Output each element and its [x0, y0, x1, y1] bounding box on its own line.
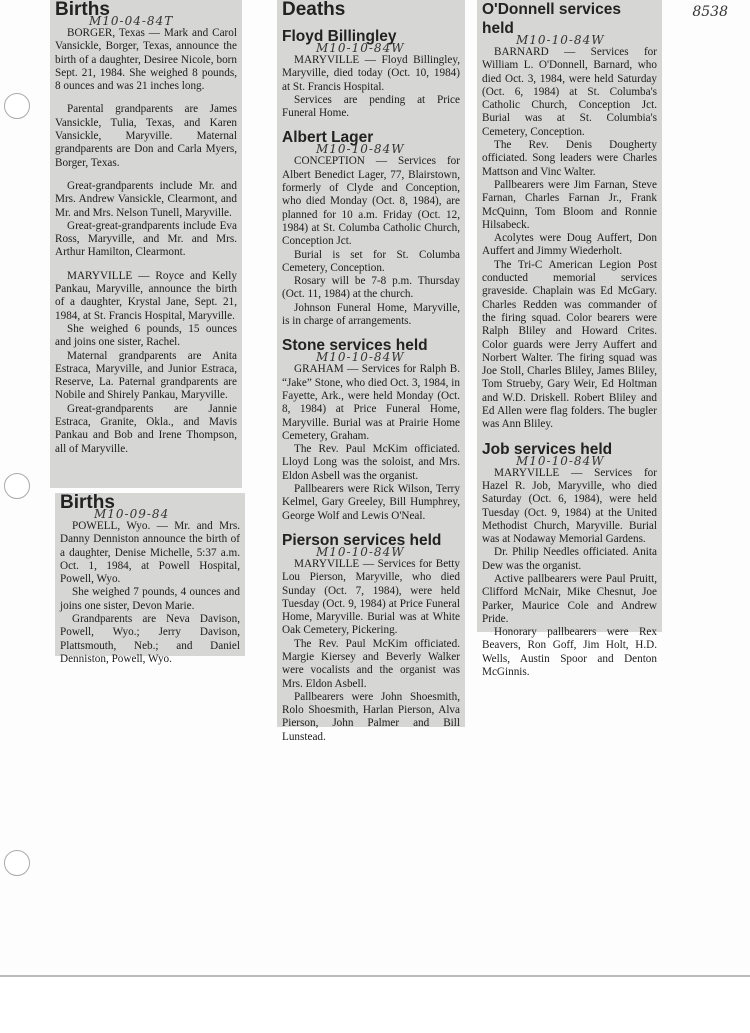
article-heading: Job services held	[482, 440, 613, 458]
article-heading: Pierson services held	[282, 531, 442, 549]
article-paragraph: Great-great-grandparents include Eva Ross, Maryville, and Mr. and Mrs. Arthur Hamilton, Clearmont.	[55, 219, 237, 259]
article-paragraph: GRAHAM — Services for Ralph B. “Jake” Stone, who died Oct. 3, 1984, in Fayette, Ark., were held Monday (Oct. 8, 1984) at Price Funeral Home, Maryville. Burial was at Prairie Home Cemetery, Graham.	[282, 363, 460, 442]
article	[60, 493, 240, 666]
article	[282, 336, 460, 523]
services-clipping	[477, 0, 662, 679]
births-clipping-2	[55, 492, 245, 665]
article-paragraph: Johnson Funeral Home, Maryville, is in charge of arrangements.	[282, 301, 460, 328]
article-paragraph: The Tri-C American Legion Post conducted memorial services graveside. Chaplain was Ed McGary. Charles Redden was commander of the firing squad. Color bearers were Ralph Bliley and Howard Crites. Color guards were Jerry Auffert and Norbert Walter. The firing squad was Joe Stoll, Charles Bliley, James Bliley, Tom Strueby, Gary Weir, Ed Holtman and W.D. Driskell. Robert Bliley and Ed Allen were flag folders. The bugler was Ann Bliley.	[482, 258, 657, 431]
article-paragraph: Burial is set for St. Columba Cemetery, Conception.	[282, 248, 460, 274]
article-paragraph: She weighed 6 pounds, 15 ounces and joins one sister, Rachel.	[55, 322, 237, 349]
handwritten-date-note: M10-10-84W	[316, 544, 405, 559]
handwritten-date-note: M10-10-84W	[316, 142, 405, 157]
article	[482, 0, 657, 432]
handwritten-date-note: M10-10-84W	[316, 350, 405, 365]
article-paragraph: MARYVILLE — Services for Hazel R. Job, Maryville, who died Saturday (Oct. 6, 1984), were held Tuesday (Oct. 9, 1984) at the United Methodist Church, Maryville. Burial was at Nodaway Memorial Gardens.	[482, 466, 657, 546]
article-paragraph: The Rev. Paul McKim officiated. Lloyd Long was the soloist, and Mrs. Eldon Asbell was the organist.	[282, 443, 460, 482]
article-paragraph: MARYVILLE — Services for Betty Lou Pierson, Maryville, who died Sunday (Oct. 7, 1984), were held Tuesday (Oct. 9, 1984) at Price Funeral Home, Maryville. Burial was at White Oak Cemetery, Pickering.	[282, 557, 460, 637]
article-paragraph: Rosary will be 7-8 p.m. Thursday (Oct. 11, 1984) at the church.	[282, 275, 460, 301]
article-paragraph: Pallbearers were Rick Wilson, Terry Kelmel, Gary Greeley, Bill Humphrey, George Wolf and Lewis O'Neal.	[282, 483, 460, 522]
article	[282, 27, 460, 120]
punch-hole	[4, 473, 30, 499]
article-paragraph: Dr. Philip Needles officiated. Anita Dew was the organist.	[482, 546, 657, 572]
article-paragraph: Great-grandparents include Mr. and Mrs. Andrew Vansickle, Clearmont, and Mr. and Mrs. Nelson Tunell, Maryville.	[55, 179, 237, 219]
article-paragraph: MARYVILLE — Floyd Billingley, Maryville, died today (Oct. 10, 1984) at St. Francis Hospital.	[282, 54, 460, 93]
article-heading: Births	[55, 0, 110, 20]
article-paragraph: The Rev. Denis Dougherty officiated. Song leaders were Charles Mattson and Vinc Walter.	[482, 139, 657, 178]
article-paragraph: Pallbearers were John Shoesmith, Rolo Shoesmith, Harlan Pierson, Alva Pierson, John Palmer and Bill Lunstead.	[282, 690, 460, 743]
article-paragraph: Maternal grandparents are Anita Estraca, Maryville, and Junior Estraca, Reserve, La. Paternal grandparents are Nobile and Shirely Pankau, Maryville.	[55, 349, 237, 402]
article-paragraph: BORGER, Texas — Mark and Carol Vansickle, Borger, Texas, announce the birth of a daughter, Desiree Nicole, born Sept. 21, 1984. She weighed 8 pounds, 8 ounces and was 21 inches long.	[55, 27, 237, 93]
article-paragraph: MARYVILLE — Royce and Kelly Pankau, Maryville, announce the birth of a daughter, Krystal Jane, Sept. 21, 1984, at St. Francis Hospital, Maryville.	[55, 269, 237, 322]
article-paragraph: Active pallbearers were Paul Pruitt, Clifford McNair, Mike Chesnut, Joe Parker, Maurice Cole and Andrew Pride.	[482, 572, 657, 625]
article-heading: Floyd Billingley	[282, 28, 397, 45]
handwritten-date-note: M10-10-84W	[516, 33, 605, 47]
article-paragraph: Services are pending at Price Funeral Home.	[282, 93, 460, 120]
punch-hole	[4, 850, 30, 876]
article	[282, 0, 460, 19]
handwritten-date-note: M10-04-84T	[89, 14, 174, 28]
article	[282, 531, 460, 744]
article-paragraph: Honorary pallbearers were Rex Beavers, Ron Goff, Jim Holt, H.D. Wells, Austin Spoor and Denton McGinnis.	[482, 626, 657, 679]
punch-hole	[4, 93, 30, 119]
article-paragraph: Parental grandparents are James Vansickle, Tulia, Texas, and Karen Vansickle, Maryville. Maternal grandparents are Don and Carla Myers, Borger, Texas.	[55, 103, 237, 169]
article-heading: Births	[60, 492, 115, 513]
births-clipping-1	[50, 0, 242, 488]
article	[282, 128, 460, 328]
article-paragraph: The Rev. Paul McKim officiated. Margie Kiersey and Beverly Walker were vocalists and the organist was Mrs. Eldon Asbell.	[282, 637, 460, 690]
handwritten-date-note: M10-10-84W	[316, 41, 405, 55]
handwritten-date-note: M10-09-84	[94, 507, 170, 521]
deaths-clipping	[277, 0, 465, 743]
article-paragraph: POWELL, Wyo. — Mr. and Mrs. Danny Denniston announce the birth of a daughter, Denise Michelle, 5:37 a.m. Oct. 1, 1984, at Powell Hospital, Powell, Wyo.	[60, 520, 240, 586]
article-heading: Stone services held	[282, 337, 428, 355]
article-heading: O'Donnell services held	[482, 1, 621, 37]
article-paragraph: Great-grandparents are Jannie Estraca, Granite, Okla., and Mavis Pankau and Bob and Irene Thompson, all of Maryville.	[55, 402, 237, 455]
article-paragraph: Acolytes were Doug Auffert, Don Auffert and Jimmy Wiederholt.	[482, 232, 657, 258]
article-paragraph: BARNARD — Services for William L. O'Donnell, Barnard, who died Oct. 3, 1984, were held Saturday (Oct. 6, 1984) at St. Columba's Catholic Church, Conception Jct. Burial was at St. Columbia's Cemetery, Conception.	[482, 46, 657, 138]
article-heading: Albert Lager	[282, 129, 374, 147]
article-paragraph: She weighed 7 pounds, 4 ounces and joins one sister, Devon Marie.	[60, 586, 240, 612]
article	[482, 440, 657, 680]
article-heading: Deaths	[282, 0, 346, 20]
corner-note: 8538	[692, 4, 728, 20]
article-paragraph: Pallbearers were Jim Farnan, Steve Farnan, Charles Farnan Jr., Frank McQuinn, Tom Bloom and Ronnie Hilsabeck.	[482, 178, 657, 231]
article-paragraph: Grandparents are Neva Davison, Powell, Wyo.; Jerry Davison, Plattsmouth, Neb.; and Daniel Denniston, Powell, Wyo.	[60, 613, 240, 665]
handwritten-date-note: M10-10-84W	[516, 453, 605, 468]
article-paragraph: CONCEPTION — Services for Albert Benedict Lager, 77, Blairstown, formerly of Clyde and Conception, who died Monday (Oct. 8, 1984), are planned for 10 a.m. Friday (Oct. 12, 1984) at St. Columba Catholic Church, Conception Jct.	[282, 155, 460, 248]
article	[55, 0, 237, 456]
